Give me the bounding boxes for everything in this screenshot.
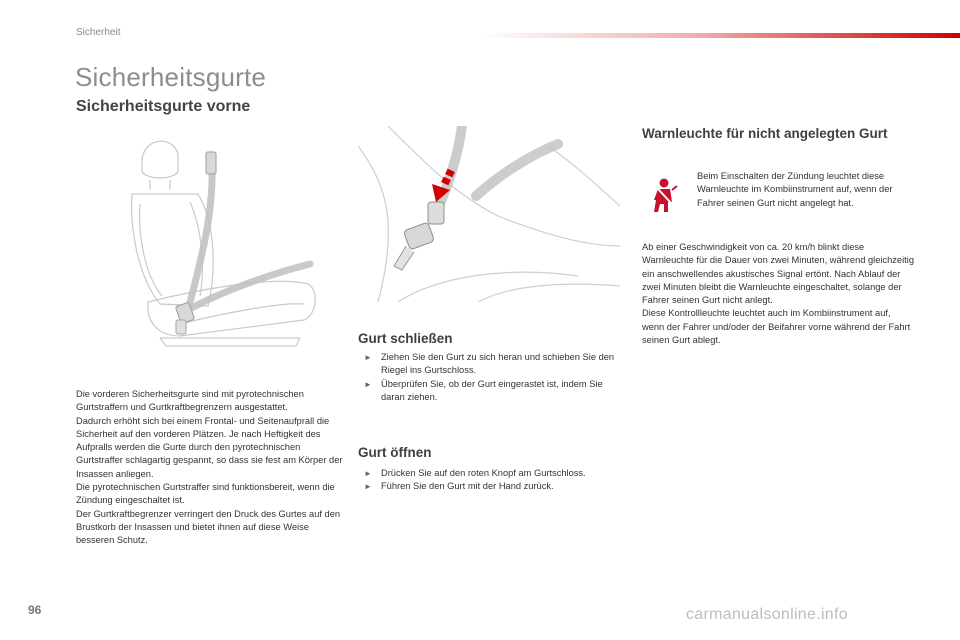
page-number: 96 — [28, 603, 42, 617]
intro-text — [76, 388, 346, 548]
bullet-arrow-icon: ► — [364, 353, 372, 362]
step-text: Führen Sie den Gurt mit der Hand zurück. — [381, 481, 554, 492]
fasten-heading: Gurt schließen — [358, 331, 453, 346]
warning-heading: Warnleuchte für nicht angelegten Gurt — [642, 126, 888, 141]
page-title: Sicherheitsgurte — [75, 62, 267, 92]
step-item — [358, 480, 628, 493]
warning-body — [642, 241, 914, 347]
intro-paragraph: Die pyrotechnischen Gurtstraffer sind funktionsbereit, wenn die Zündung eingeschaltet ist. — [76, 482, 335, 506]
unfasten-heading: Gurt öffnen — [358, 445, 432, 460]
fasten-steps — [358, 351, 628, 404]
seat-belt-illustration — [120, 124, 342, 360]
bullet-arrow-icon: ► — [364, 379, 372, 389]
step-text: Drücken Sie auf den roten Knopf am Gurtschloss. — [381, 468, 586, 478]
unfasten-steps — [358, 467, 628, 494]
intro-paragraph: Die vorderen Sicherheitsgurte sind mit pyrotechnischen Gurtstraffern und Gurtkraftbegrenzern ausgestattet. — [76, 389, 304, 413]
bullet-arrow-icon: ► — [364, 482, 372, 492]
intro-paragraph: Der Gurtkraftbegrenzer verringert den Druck des Gurtes auf den Brustkorb der Insassen und bietet ihnen auf diese Weise besseren Schutz. — [76, 508, 341, 546]
step-text: Überprüfen Sie, ob der Gurt eingerastet ist, indem Sie daran ziehen. — [381, 378, 603, 402]
step-item — [358, 351, 628, 378]
watermark: carmanualsonline.info — [686, 606, 848, 623]
bullet-arrow-icon: ► — [364, 469, 372, 478]
header-accent-bar — [480, 33, 960, 38]
seatbelt-warning-icon — [650, 178, 680, 214]
page-subtitle: Sicherheitsgurte vorne — [76, 98, 251, 115]
warning-paragraph: Ab einer Geschwindigkeit von ca. 20 km/h blinkt diese Warnleuchte für die Dauer von zwei Minuten, während gleichzeitig ein anschwellendes akustisches Signal ertönt. Nach Ablauf der zwei Minuten bleibt die Warnleuchte eingeschaltet, solange der Fahrer seinen Gurt nicht anlegt. — [642, 242, 914, 306]
intro-paragraph: Dadurch erhöht sich bei einem Frontal- und Seitenaufprall die Sicherheit auf den vorderen Plätzen. Je nach Heftigkeit des Aufpralls werden die Gurte durch den pyrotechnischen Gurtstraffer schlagartig gespannt, so dass sie fest am Körper der Insassen anliegen. — [76, 415, 343, 479]
warning-short-text: Beim Einschalten der Zündung leuchtet diese Warnleuchte im Kombiinstrument auf, wenn der Fahrer seinen Gurt nicht angelegt hat. — [697, 171, 893, 208]
step-text: Ziehen Sie den Gurt zu sich heran und schieben Sie den Riegel ins Gurtschloss. — [381, 352, 615, 376]
warning-paragraph: Diese Kontrollleuchte leuchtet auch im Kombiinstrument auf, wenn der Fahrer und/oder der Beifahrer vorne während der Fahrt seinen Gurt ablegt. — [642, 308, 911, 346]
step-item — [358, 467, 628, 480]
section-label: Sicherheit — [76, 27, 121, 38]
step-item — [358, 378, 628, 405]
buckle-fastening-illustration — [358, 126, 620, 302]
